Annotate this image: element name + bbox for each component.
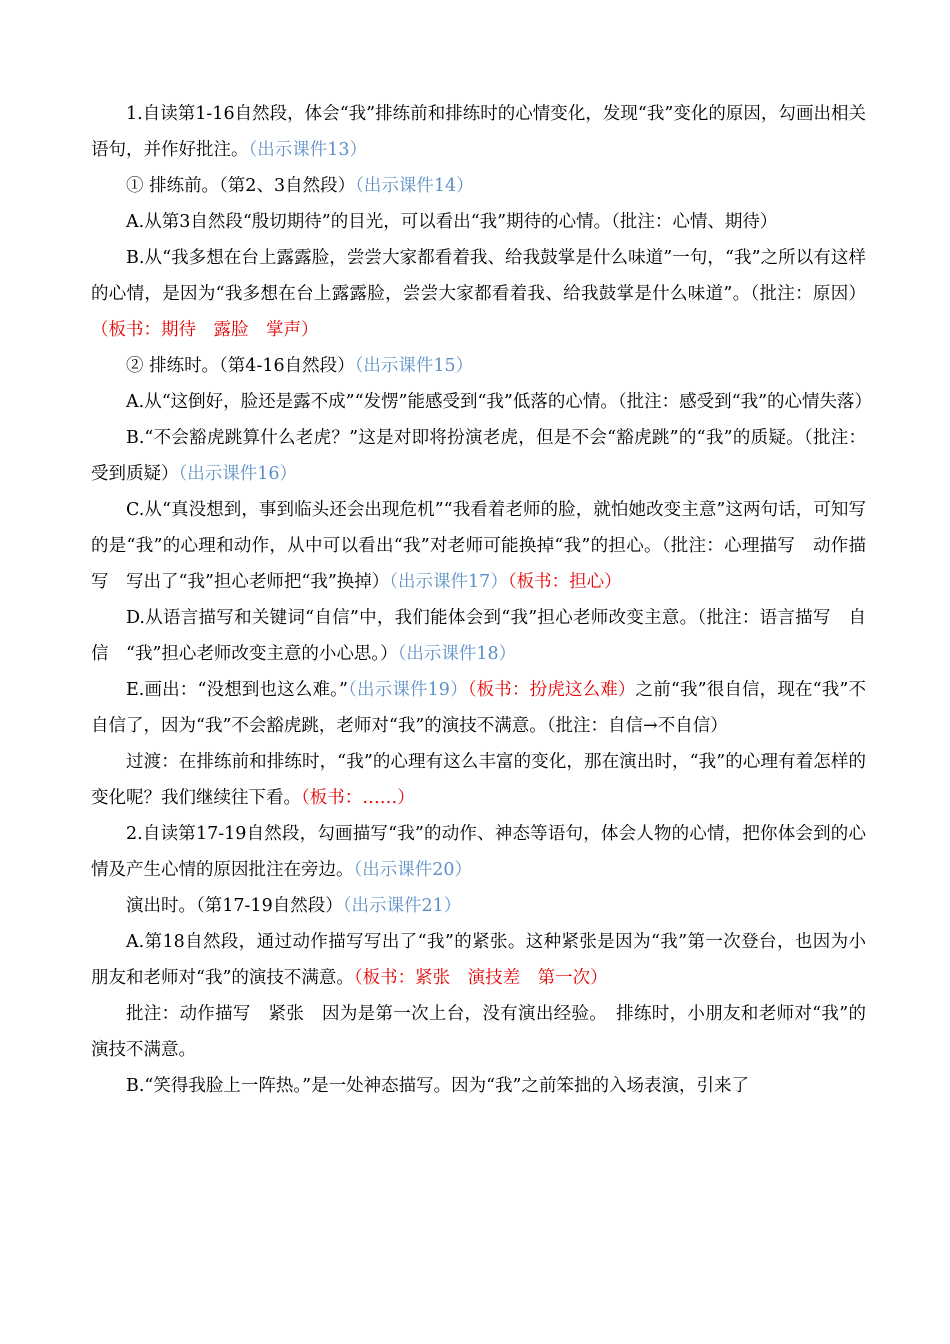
- paragraph-15: 批注：动作描写 紧张 因为是第一次上台，没有演出经验。 排练时，小朋友和老师对“我”的演技不满意。: [91, 1004, 866, 1060]
- courseware-ref: （出示课件18）: [397, 644, 517, 664]
- paragraph-6: A.从“这倒好，脸还是露不成”“发愣”能感受到“我”低落的心情。（批注：感受到“我”的心情失落）: [126, 392, 873, 412]
- blackboard-note: （板书：……）: [301, 788, 415, 808]
- paragraph-12: 2.自读第17-19自然段，勾画描写“我”的动作、神态等语句，体会人物的心情，把你体会到的心情及产生心情的原因批注在旁边。（出示课件20）: [91, 824, 866, 880]
- paragraph-3: A.从第3自然段“殷切期待”的目光，可以看出“我”期待的心情。（批注：心情、期待）: [126, 212, 778, 232]
- courseware-ref: （出示课件20）: [353, 860, 473, 880]
- paragraph-11: 过渡：在排练前和排练时，“我”的心理有这么丰富的变化，那在演出时，“我”的心理有着怎样的变化呢？我们继续往下看。（板书：……）: [91, 752, 866, 808]
- courseware-ref: （出示课件19）: [347, 680, 468, 700]
- blackboard-note: （板书：紧张 演技差 第一次）: [353, 968, 608, 988]
- paragraph-16: B.“笑得我脸上一阵热。”是一处神态描写。因为“我”之前笨拙的入场表演，引来了: [126, 1076, 749, 1096]
- courseware-ref: （出示课件13）: [248, 140, 368, 160]
- paragraph-13: 演出时。（第17-19自然段）（出示课件21）: [126, 896, 462, 916]
- courseware-ref: （出示课件15）: [354, 356, 474, 376]
- blackboard-note: （板书：担心）: [507, 572, 622, 592]
- paragraph-2: ① 排练前。（第2、3自然段）（出示课件14）: [126, 176, 474, 196]
- courseware-ref: （出示课件21）: [342, 896, 462, 916]
- paragraph-1: 1.自读第1-16自然段，体会“我”排练前和排练时的心情变化，发现“我”变化的原因，勾画出相关语句，并作好批注。（出示课件13）: [91, 104, 866, 160]
- paragraph-5: ② 排练时。（第4-16自然段）（出示课件15）: [126, 356, 474, 376]
- paragraph-4: B.从“我多想在台上露露脸，尝尝大家都看着我、给我鼓掌是什么味道”一句，“我”之所以有这样的心情，是因为“我多想在台上露露脸，尝尝大家都看着我、给我鼓掌是什么味道”。（批注：原因）（板书：期待 露脸 掌声）: [91, 248, 866, 340]
- courseware-ref: （出示课件16）: [178, 464, 298, 484]
- blackboard-note: （板书：扮虎这么难）: [467, 680, 636, 700]
- paragraph-8: C.从“真没想到，事到临头还会出现危机”“我看着老师的脸，就怕她改变主意”这两句话，可知写的是“我”的心理和动作，从中可以看出“我”对老师可能换掉“我”的担心。（批注：心理描写 动作描写 写出了“我”担心老师把“我”换掉）（出示课件17）（板书：担心）: [91, 500, 866, 592]
- paragraph-10: E.画出：“没想到也这么难。”（出示课件19）（板书：扮虎这么难）之前“我”很自信，现在“我”不自信了，因为“我”不会豁虎跳，老师对“我”的演技不满意。（批注：自信→不自信）: [91, 680, 866, 736]
- courseware-ref: （出示课件14）: [355, 176, 474, 196]
- blackboard-note: （板书：期待 露脸 掌声）: [91, 320, 319, 340]
- paragraph-9: D.从语言描写和关键词“自信”中，我们能体会到“我”担心老师改变主意。（批注：语言描写 自信 “我”担心老师改变主意的小心思。）（出示课件18）: [91, 608, 866, 664]
- paragraph-14: A.第18自然段，通过动作描写写出了“我”的紧张。这种紧张是因为“我”第一次登台，也因为小朋友和老师对“我”的演技不满意。（板书：紧张 演技差 第一次）: [91, 932, 866, 988]
- paragraph-7: B.“不会豁虎跳算什么老虎？”这是对即将扮演老虎，但是不会“豁虎跳”的“我”的质疑。（批注：受到质疑）（出示课件16）: [91, 428, 866, 484]
- courseware-ref: （出示课件17）: [389, 572, 508, 592]
